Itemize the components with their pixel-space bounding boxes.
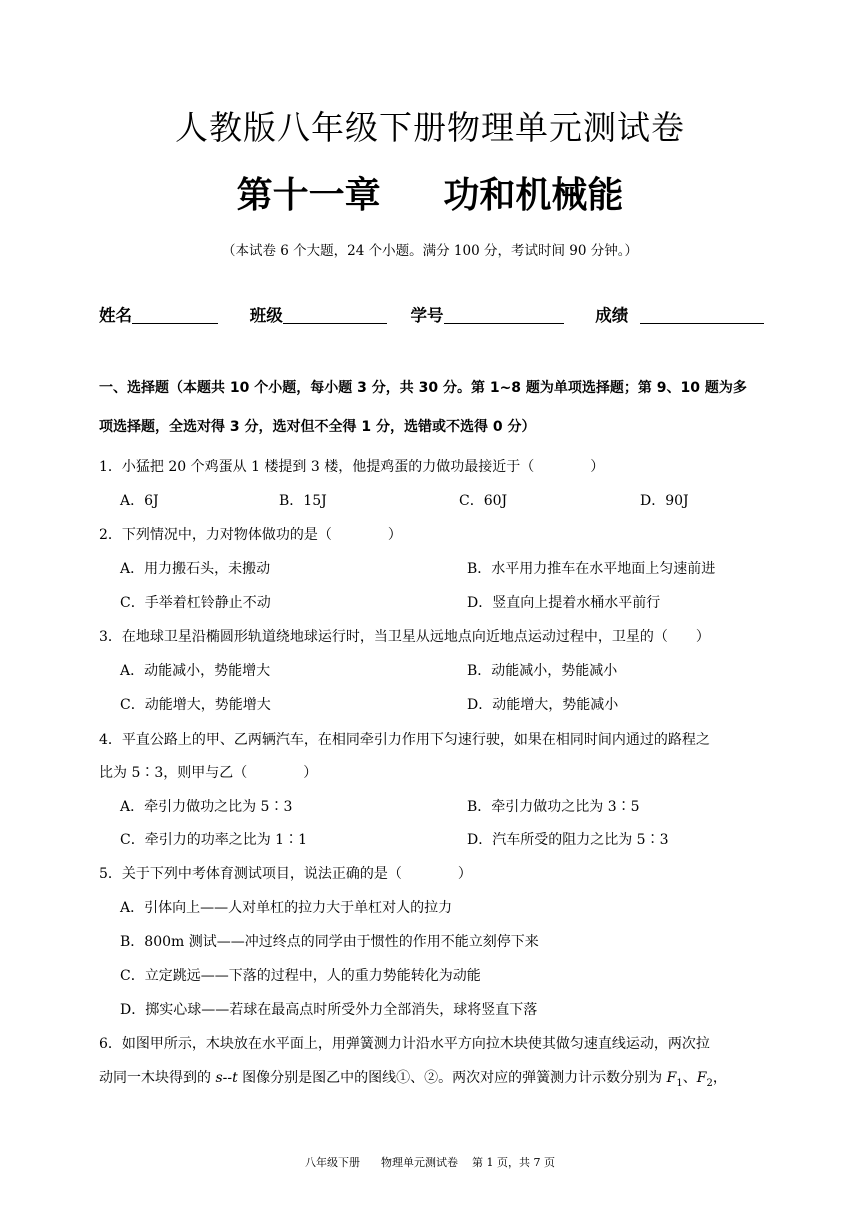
q6-f2-symbol: F: [696, 1070, 707, 1086]
question-3-option-b: B．动能减小，势能减小: [467, 663, 618, 679]
score-blank[interactable]: [640, 303, 764, 324]
question-2-option-a: A．用力搬石头，未搬动: [120, 561, 271, 577]
name-label: 姓名: [99, 306, 132, 325]
exam-title: 人教版八年级下册物理单元测试卷: [175, 108, 685, 147]
class-label: 班级: [249, 306, 283, 325]
question-6-stem-line-2: [99, 1067, 779, 1095]
q6-f1-symbol: F: [666, 1070, 677, 1086]
question-3-option-d: D．动能增大，势能减小: [467, 697, 619, 713]
q6-separator: 、: [682, 1070, 697, 1086]
question-4-stem-line-1: 4．平直公路上的甲、乙两辆汽车，在相同牵引力作用下匀速行驶，如果在相同时间内通过的路程之: [99, 732, 710, 748]
question-5-option-d: D．掷实心球——若球在最高点时所受外力全部消失，球将竖直下落: [120, 1002, 538, 1018]
section-heading-line-2: 项选择题，全选对得 3 分，选对但不全得 1 分，选错或不选得 0 分）: [99, 419, 536, 435]
q6-st-variable: s--t: [215, 1070, 238, 1086]
question-5-option-b: B．800m 测试——冲过终点的同学由于惯性的作用不能立刻停下来: [120, 934, 539, 950]
question-5-option-c: C．立定跳远——下落的过程中，人的重力势能转化为动能: [120, 968, 481, 984]
exam-note: （本试卷 6 个大题，24 个小题。满分 100 分，考试时间 90 分钟。）: [221, 243, 638, 259]
q6-f2-subscript: 2: [706, 1077, 713, 1089]
name-blank[interactable]: [132, 303, 218, 324]
question-5-option-a: A．引体向上——人对单杠的拉力大于单杠对人的拉力: [120, 900, 453, 916]
class-blank[interactable]: [283, 303, 387, 324]
q6-f1-subscript: 1: [676, 1077, 683, 1089]
number-label: 学号: [410, 306, 444, 325]
question-4-option-b: B．牵引力做功之比为 3∶5: [467, 799, 640, 815]
question-2-option-c: C．手举着杠铃静止不动: [120, 595, 271, 611]
section-heading-line-1: 一、选择题（本题共 10 个小题，每小题 3 分，共 30 分。第 1~8 题为单项选择题；第 9、10 题为多: [99, 380, 747, 396]
student-info-row: [99, 302, 779, 330]
question-1-stem: 1．小猛把 20 个鸡蛋从 1 楼提到 3 楼，他提鸡蛋的力做功最接近于（ ）: [99, 459, 605, 475]
question-5-stem: 5．关于下列中考体育测试项目，说法正确的是（ ）: [99, 866, 472, 882]
q6-end-punct: ，: [712, 1070, 727, 1086]
chapter-title: 第十一章 功和机械能: [236, 175, 624, 216]
number-blank[interactable]: [444, 303, 564, 324]
score-label: 成绩: [595, 306, 629, 325]
question-6-stem-line-1: 6．如图甲所示，木块放在水平面上，用弹簧测力计沿水平方向拉木块使其做匀速直线运动，两次拉: [99, 1036, 710, 1052]
question-4-option-a: A．牵引力做功之比为 5∶3: [120, 799, 293, 815]
question-1-option-a: A．6J: [120, 493, 159, 509]
question-4-stem-line-2: 比为 5∶3，则甲与乙（ ）: [99, 765, 318, 781]
question-4-option-c: C．牵引力的功率之比为 1∶1: [120, 832, 307, 848]
q6-text-a: 动同一木块得到的: [99, 1070, 216, 1086]
question-2-option-b: B．水平用力推车在水平地面上匀速前进: [467, 561, 716, 577]
question-1-option-d: D．90J: [640, 493, 689, 509]
q6-text-c: 图像分别是图乙中的图线①、②。两次对应的弹簧测力计示数分别为: [237, 1070, 667, 1086]
question-3-option-a: A．动能减小，势能增大: [120, 663, 271, 679]
question-3-stem: 3．在地球卫星沿椭圆形轨道绕地球运行时，当卫星从远地点向近地点运动过程中，卫星的（ ）: [99, 629, 710, 645]
question-3-option-c: C．动能增大，势能增大: [120, 697, 271, 713]
question-2-stem: 2．下列情况中，力对物体做功的是（ ）: [99, 527, 402, 543]
question-1-option-c: C．60J: [459, 493, 508, 509]
question-4-option-d: D．汽车所受的阻力之比为 5∶3: [467, 832, 669, 848]
question-1-option-b: B．15J: [279, 493, 327, 509]
question-2-option-d: D．竖直向上提着水桶水平前行: [467, 595, 661, 611]
page-footer: 八年级下册 物理单元测试卷 第 1 页，共 7 页: [305, 1156, 555, 1169]
